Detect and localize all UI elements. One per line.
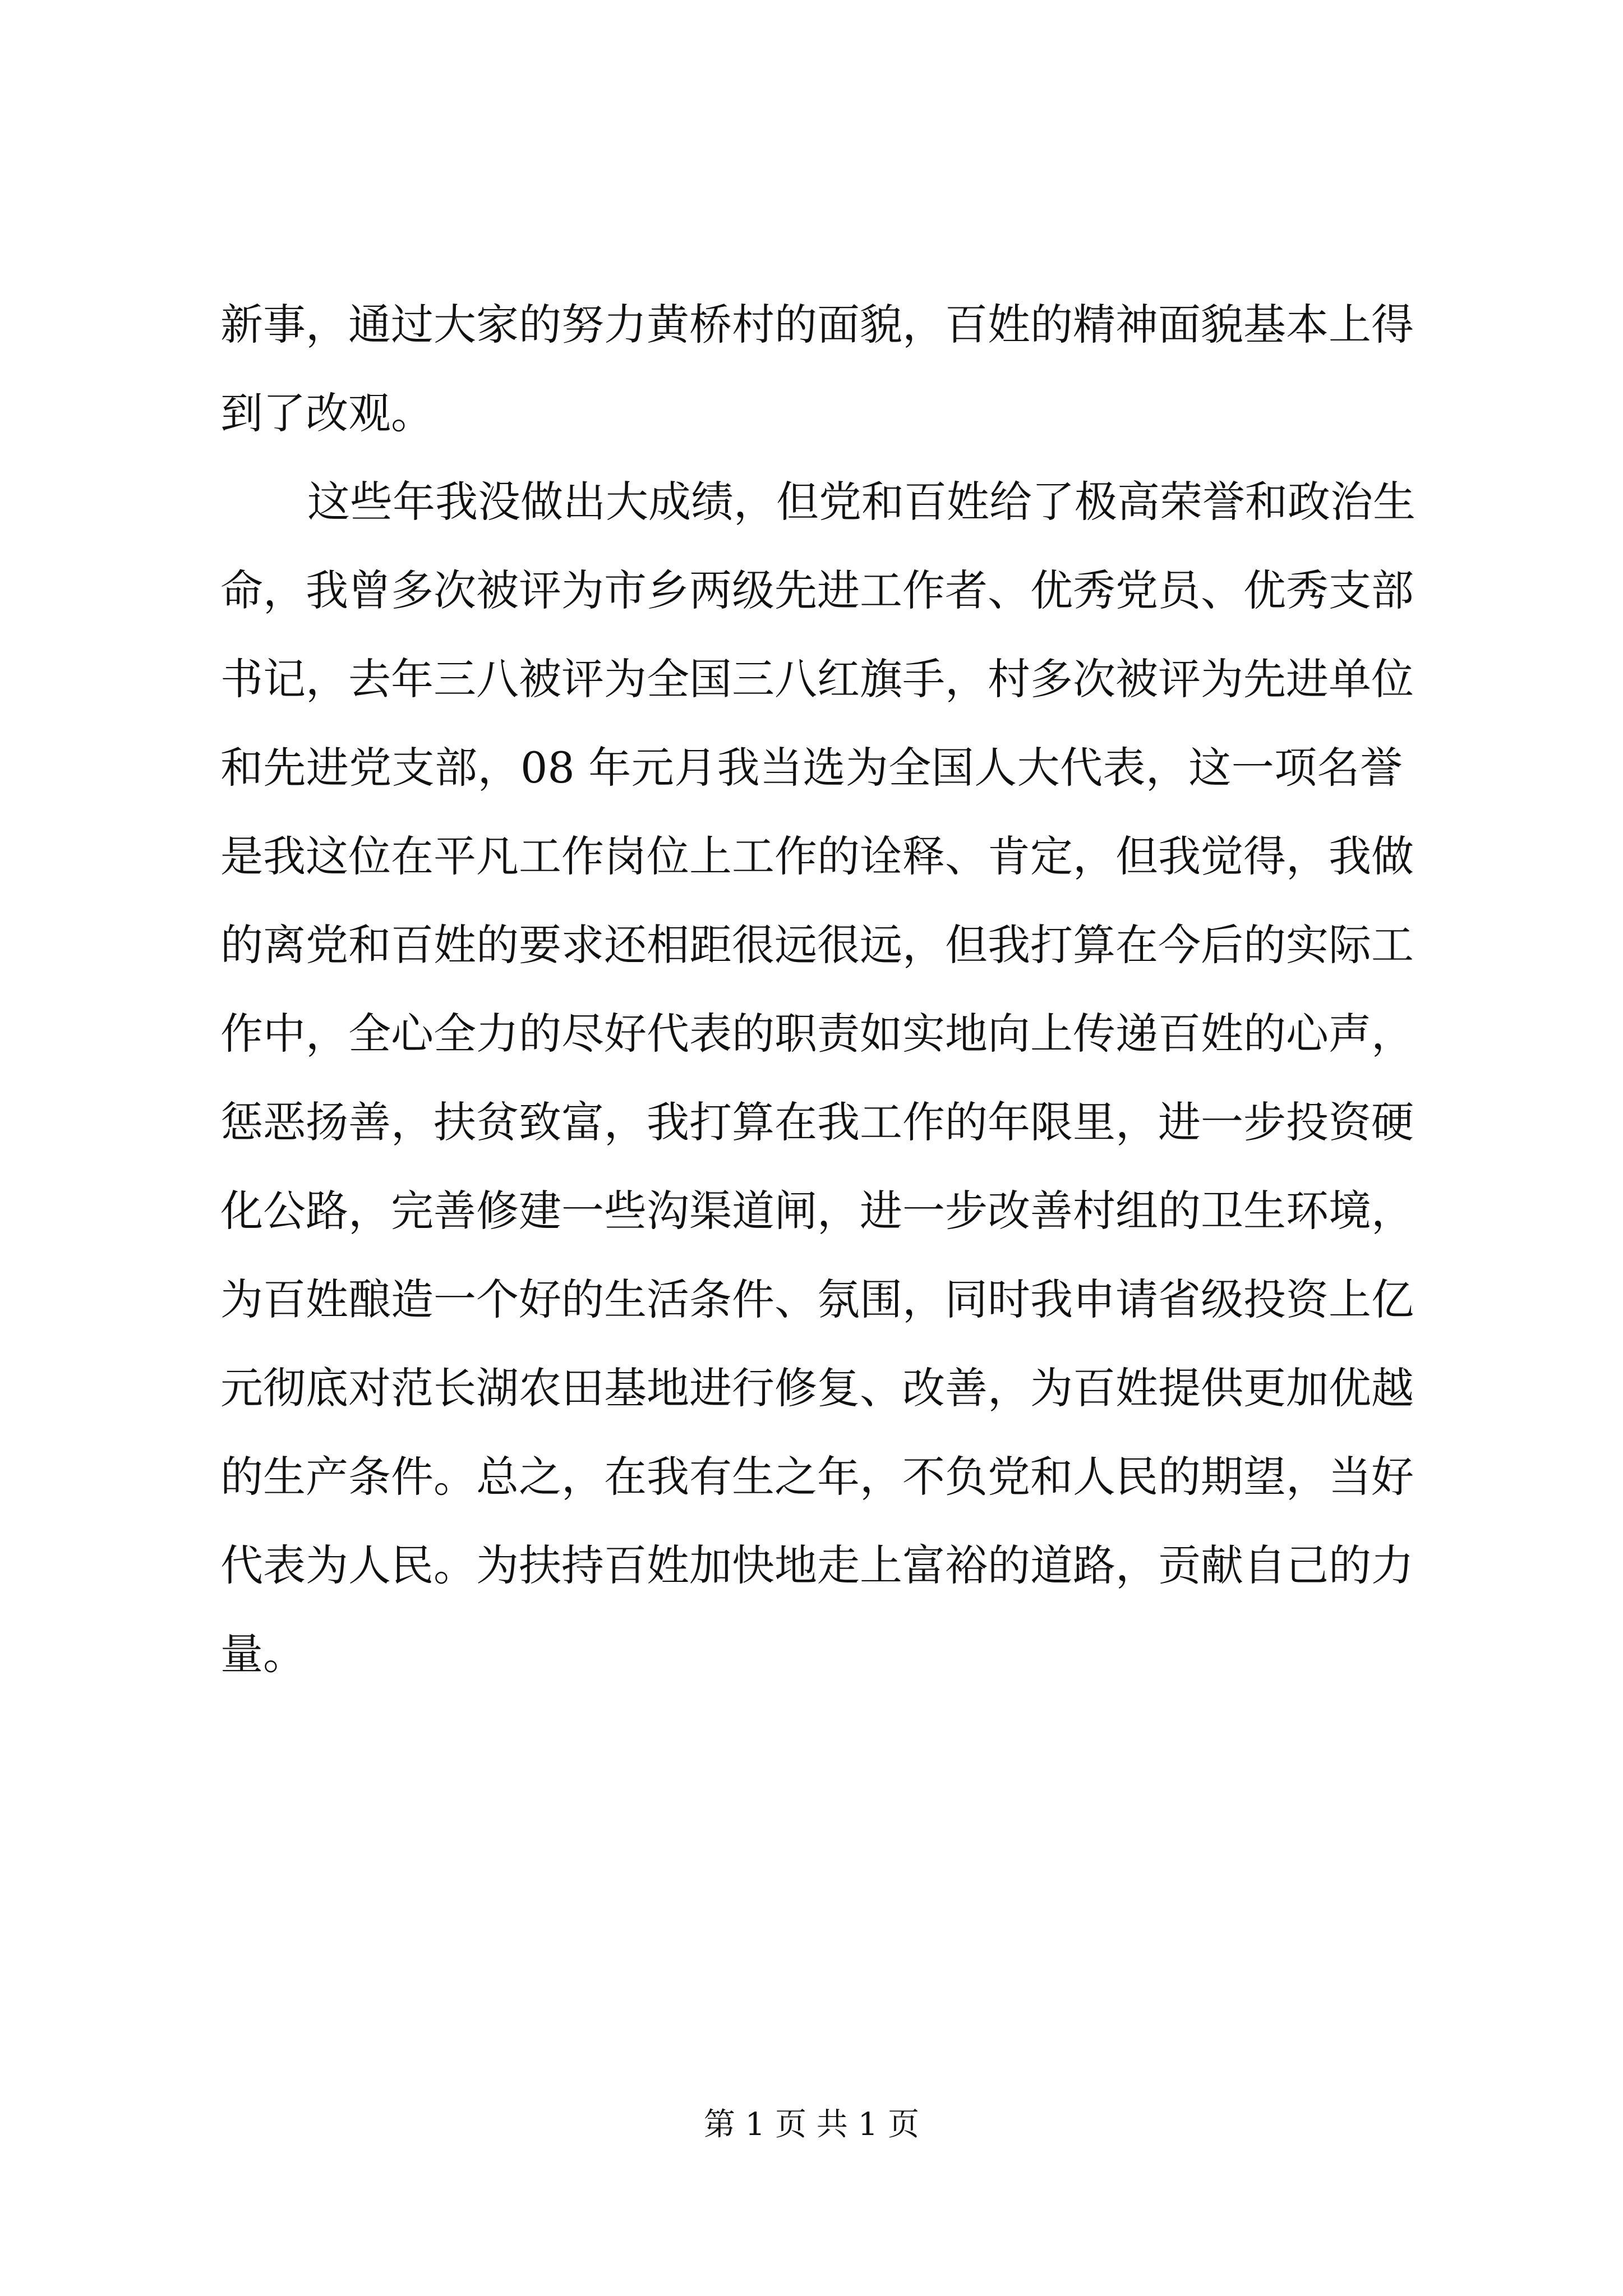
- paragraph-2-line-8: 惩恶扬善，扶贫致富，我打算在我工作的年限里，进一步投资硬: [220, 1097, 1414, 1147]
- paragraph-2-line-4: 和先进党支部，08 年元月我当选为全国人大代表，这一项名誉: [220, 743, 1403, 793]
- paragraph-2-line-10: 为百姓酿造一个好的生活条件、氛围，同时我申请省级投资上亿: [220, 1274, 1414, 1324]
- paragraph-1-line-2: 到了改观。: [220, 388, 434, 438]
- paragraph-2-line-11: 元彻底对范长湖农田基地进行修复、改善，为百姓提供更加优越: [220, 1363, 1414, 1413]
- paragraph-2-line-2: 命，我曾多次被评为市乡两级先进工作者、优秀党员、优秀支部: [220, 565, 1414, 615]
- paragraph-2-line-5: 是我这位在平凡工作岗位上工作的诠释、肯定，但我觉得，我做: [220, 831, 1414, 881]
- paragraph-1-line-1: 新事，通过大家的努力黄桥村的面貌，百姓的精神面貌基本上得: [220, 300, 1414, 349]
- paragraph-2-line-6: 的离党和百姓的要求还相距很远很远，但我打算在今后的实际工: [220, 920, 1414, 970]
- document-body: [220, 280, 1415, 1699]
- page-footer: [0, 2102, 1623, 2147]
- paragraph-2-line-13: 代表为人民。为扶持百姓加快地走上富裕的道路，贡献自己的力: [220, 1540, 1414, 1590]
- paragraph-2-line-7: 作中，全心全力的尽好代表的职责如实地向上传递百姓的心声，: [220, 1009, 1414, 1059]
- paragraph-2-line-14: 量。: [220, 1629, 306, 1679]
- paragraph-2-line-9: 化公路，完善修建一些沟渠道闸，进一步改善村组的卫生环境，: [220, 1186, 1414, 1236]
- paragraph-2-line-12: 的生产条件。总之，在我有生之年，不负党和人民的期望，当好: [220, 1452, 1414, 1502]
- paragraph-2-line-1: 这些年我没做出大成绩，但党和百姓给了极高荣誉和政治生: [307, 477, 1415, 527]
- page-number-label: 第 1 页 共 1 页: [703, 2106, 920, 2143]
- paragraph-2-line-3: 书记，去年三八被评为全国三八红旗手，村多次被评为先进单位: [220, 654, 1414, 704]
